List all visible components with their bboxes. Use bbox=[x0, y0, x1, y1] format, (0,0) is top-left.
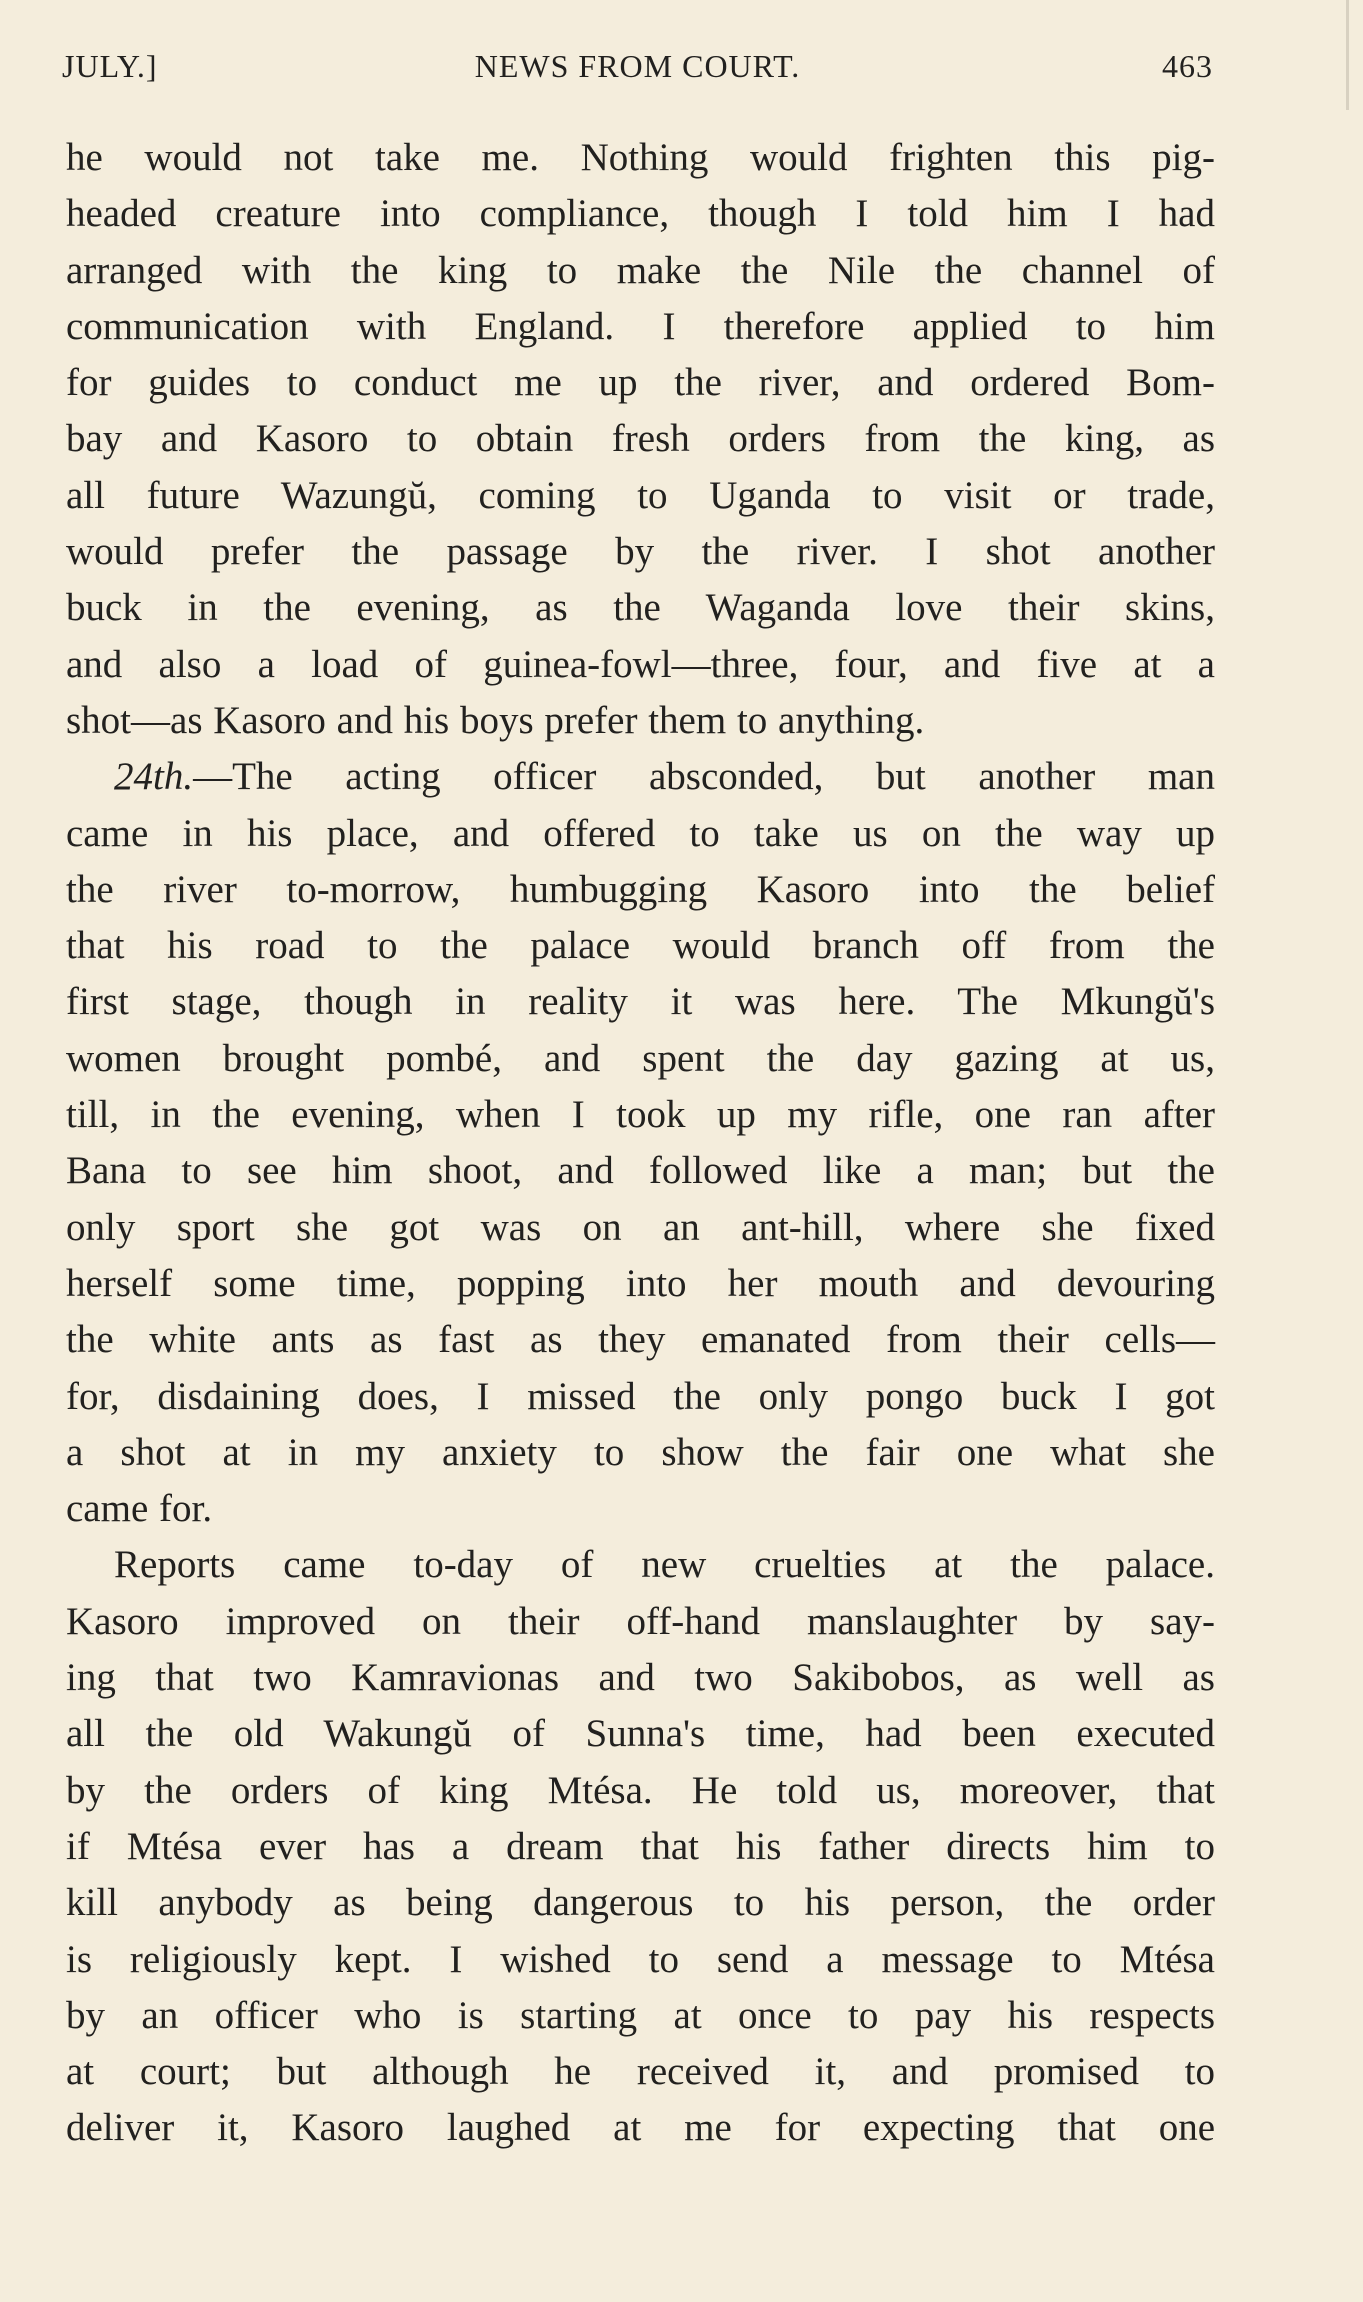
text-line: women brought pombé, and spent the day gazing at us, bbox=[66, 1036, 1215, 1080]
text-line: came in his place, and offered to take us on the way up bbox=[66, 811, 1215, 855]
text-line: buck in the evening, as the Waganda love their skins, bbox=[66, 586, 1215, 630]
text-line: at court; but although he received it, and promised to bbox=[66, 2050, 1215, 2094]
entry-date: 24th. bbox=[114, 755, 194, 799]
text-line: is religiously kept. I wished to send a message to Mtésa bbox=[66, 1937, 1215, 1981]
text-line: if Mtésa ever has a dream that his father directs him to bbox=[66, 1824, 1215, 1868]
text-line-dated bbox=[66, 749, 1215, 805]
text-line: he would not take me. Nothing would frighten this pig- bbox=[66, 136, 1215, 179]
text-line: first stage, though in reality it was here. The Mkungŭ's bbox=[66, 980, 1215, 1024]
header-title: NEWS FROM COURT. bbox=[474, 48, 801, 84]
text-line: the river to-morrow, humbugging Kasoro into the belief bbox=[66, 867, 1215, 911]
text-line: a shot at in my anxiety to show the fair one what she bbox=[66, 1430, 1215, 1474]
text-line: Reports came to-day of new cruelties at the palace. bbox=[114, 1543, 1215, 1587]
text-line: bay and Kasoro to obtain fresh orders from the king, as bbox=[66, 417, 1215, 461]
page-edge-line bbox=[1346, 0, 1349, 110]
text-line: headed creature into compliance, though I told him I had bbox=[66, 192, 1215, 236]
text-line: deliver it, Kasoro laughed at me for expecting that one bbox=[66, 2106, 1215, 2150]
text-line: for guides to conduct me up the river, and ordered Bom- bbox=[66, 361, 1215, 405]
text-line: all future Wazungŭ, coming to Uganda to visit or trade, bbox=[66, 473, 1215, 517]
text-line: and also a load of guinea-fowl—three, four, and five at a bbox=[66, 642, 1215, 686]
text-line: till, in the evening, when I took up my rifle, one ran after bbox=[66, 1093, 1215, 1137]
text-line: by an officer who is starting at once to pay his respects bbox=[66, 1993, 1215, 2037]
text-line: that his road to the palace would branch off from the bbox=[66, 924, 1215, 968]
text-line: the white ants as fast as they emanated from their cells— bbox=[66, 1318, 1215, 1362]
body-text bbox=[66, 130, 1215, 2157]
text-line: all the old Wakungŭ of Sunna's time, had been executed bbox=[66, 1712, 1215, 1756]
text-line: would prefer the passage by the river. I shot another bbox=[66, 530, 1215, 574]
text-line: kill anybody as being dangerous to his person, the order bbox=[66, 1881, 1215, 1925]
text-line: for, disdaining does, I missed the only pongo buck I got bbox=[66, 1374, 1215, 1418]
text-line: Kasoro improved on their off-hand manslaughter by say- bbox=[66, 1599, 1215, 1643]
text-line: by the orders of king Mtésa. He told us, moreover, that bbox=[66, 1768, 1215, 1812]
text-line: herself some time, popping into her mouth and devouring bbox=[66, 1261, 1215, 1305]
page-number: 463 bbox=[1162, 48, 1213, 84]
text-line: communication with England. I therefore applied to him bbox=[66, 304, 1215, 348]
text-line: ing that two Kamravionas and two Sakibobos, as well as bbox=[66, 1656, 1215, 1700]
text-line: came for. bbox=[66, 1487, 213, 1531]
text-line: only sport she got was on an ant-hill, where she fixed bbox=[66, 1205, 1215, 1249]
header-month: JULY.] bbox=[62, 48, 158, 84]
text-line: shot—as Kasoro and his boys prefer them to anything. bbox=[66, 698, 925, 742]
text-line: Bana to see him shoot, and followed like a man; but the bbox=[66, 1149, 1215, 1193]
text-line: arranged with the king to make the Nile the channel of bbox=[66, 248, 1215, 292]
text-segment: —The acting officer absconded, but another man bbox=[193, 755, 1215, 799]
running-header bbox=[62, 48, 1213, 98]
